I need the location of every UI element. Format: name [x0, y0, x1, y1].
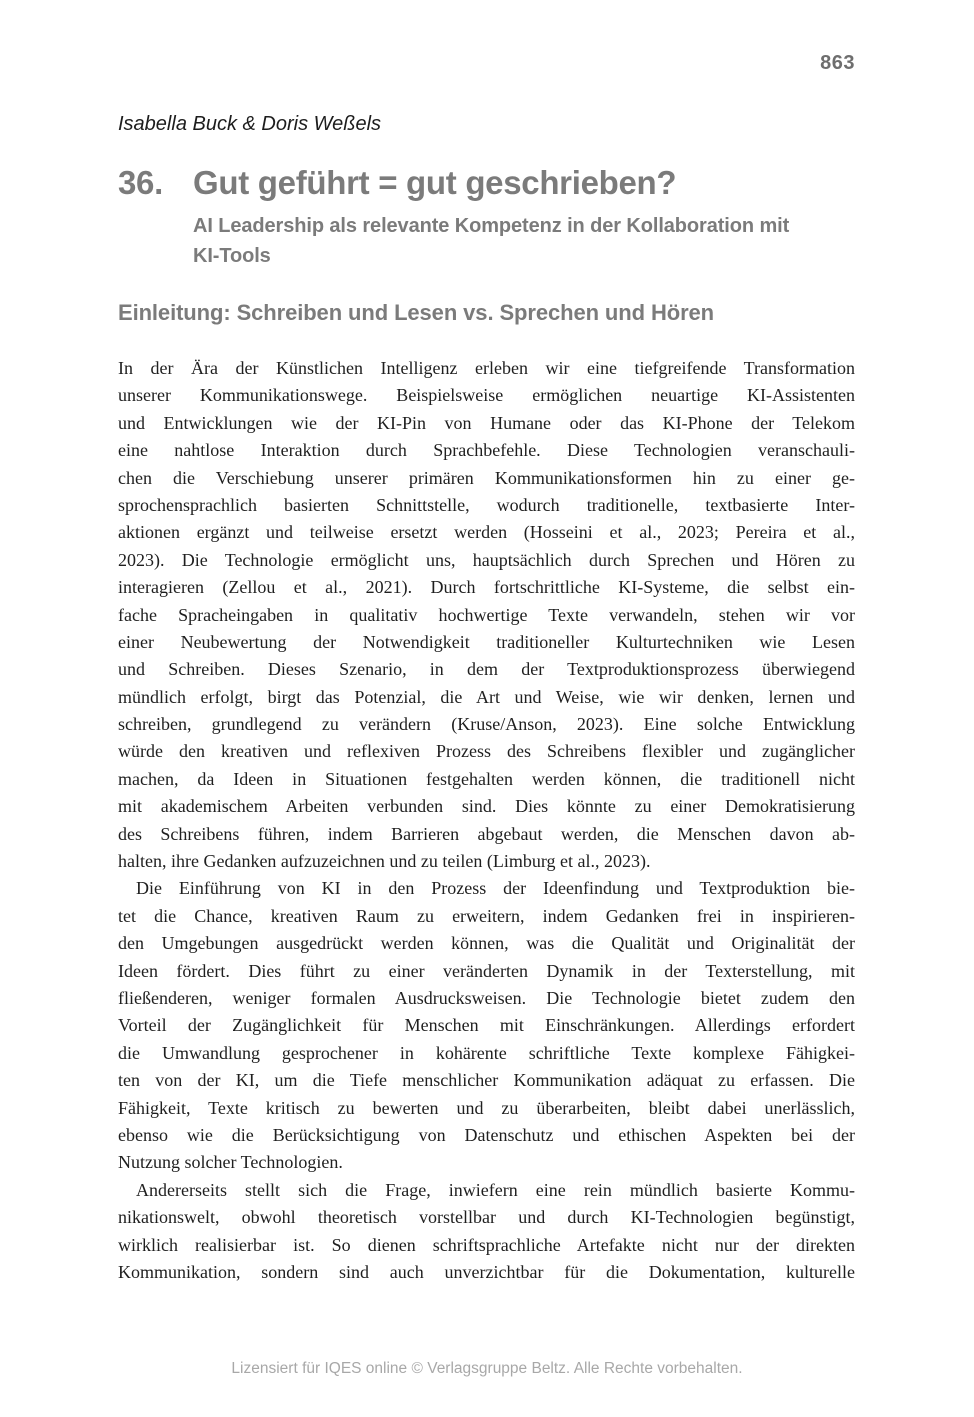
body-line: Ideen fördert. Dies führt zu einer veränderten Dynamik in der Texterstellung, mit	[118, 960, 855, 981]
body-line: die Umwandlung gesprochener in kohärente schriftliche Texte komplexe Fähigkei-	[118, 1042, 855, 1063]
chapter-subtitle-line-1: AI Leadership als relevante Kompetenz in der Kollaboration mit	[193, 215, 790, 237]
chapter-title-row	[118, 164, 858, 202]
body-line: einer Neubewertung der Notwendigkeit traditioneller Kulturtechniken wie Lesen	[118, 631, 855, 652]
body-line: chen die Verschiebung unserer primären Kommunikationsformen hin zu einer ge-	[118, 467, 855, 488]
body-line: Kommunikation, sondern sind auch unverzichtbar für die Dokumentation, kulturelle	[118, 1261, 855, 1282]
body-line: und Entwicklungen wie der KI-Pin von Humane oder das KI-Phone der Telekom	[118, 412, 855, 433]
author-line: Isabella Buck & Doris Weßels	[118, 113, 382, 135]
chapter-heading	[118, 164, 858, 271]
body-line: fließenderen, weniger formalen Ausdrucksweisen. Die Technologie bietet zudem den	[118, 987, 855, 1008]
body-line: würde den kreativen und reflexiven Prozess des Schreibens flexibler und zugänglicher	[118, 741, 855, 762]
body-line: interagieren (Zellou et al., 2021). Durch fortschrittliche KI-Systeme, die selbst ein-	[118, 577, 855, 598]
body-line: Nutzung solcher Technologien.	[118, 1152, 343, 1173]
chapter-subtitle	[193, 211, 858, 271]
body-line: ten von der KI, um die Tiefe menschlicher Kommunikation adäquat zu erfassen. Die	[118, 1070, 855, 1091]
body-line: den Umgebungen ausgedrückt werden können, was die Qualität und Originalität der	[118, 933, 855, 954]
body-line: aktionen ergänzt und teilweise ersetzt werden (Hosseini et al., 2023; Pereira et al.,	[118, 522, 855, 543]
license-footer: Lizensiert für IQES online © Verlagsgruppe Beltz. Alle Rechte vorbehalten.	[231, 1360, 743, 1377]
body-line: mit akademischem Arbeiten verbunden sind. Dies könnte zu einer Demokratisierung	[118, 796, 855, 817]
body-line: eine nahtlose Interaktion durch Sprachbefehle. Diese Technologien veranschauli-	[118, 440, 855, 461]
body-line: Vorteil der Zugänglichkeit für Menschen mit Einschränkungen. Allerdings erfordert	[118, 1015, 855, 1036]
paragraph	[118, 875, 855, 1176]
chapter-number: 36.	[118, 164, 163, 201]
body-line: Andererseits stellt sich die Frage, inwiefern eine rein mündlich basierte Kommu-	[136, 1179, 855, 1200]
body-line: und Schreiben. Dieses Szenario, in dem der Textproduktionsprozess überwiegend	[118, 659, 855, 680]
chapter-title: Gut geführt = gut geschrieben?	[193, 164, 677, 201]
body-text	[118, 355, 855, 1286]
body-line: tet die Chance, kreativen Raum zu erweitern, indem Gedanken frei in inspirieren-	[118, 905, 855, 926]
body-line: fache Spracheingaben in qualitativ hochwertige Texte verwandeln, stehen wir vor	[118, 604, 855, 625]
section-heading: Einleitung: Schreiben und Lesen vs. Sprechen und Hören	[118, 300, 715, 325]
body-line: Die Einführung von KI in den Prozess der Ideenfindung und Textproduktion bie-	[136, 878, 855, 899]
chapter-subtitle-line-2: KI-Tools	[193, 245, 271, 267]
body-line: In der Ära der Künstlichen Intelligenz erleben wir eine tiefgreifende Transformation	[118, 358, 855, 378]
body-line: schreiben, grundlegend zu verändern (Kruse/Anson, 2023). Eine solche Entwicklung	[118, 714, 855, 735]
body-line: Fähigkeit, Texte kritisch zu bewerten und zu überarbeiten, bleibt dabei unerlässlich,	[118, 1097, 855, 1118]
body-line: machen, da Ideen in Situationen festgehalten werden können, die traditionell nicht	[118, 768, 855, 789]
body-line: sprochensprachlich basierten Schnittstelle, wodurch traditionelle, textbasierte Inter-	[118, 494, 855, 515]
body-line: des Schreibens führen, indem Barrieren abgebaut werden, die Menschen davon ab-	[118, 823, 855, 844]
body-line: 2023). Die Technologie ermöglicht uns, hauptsächlich durch Sprechen und Hören zu	[118, 549, 855, 570]
body-line: nikationswelt, obwohl theoretisch vorstellbar und durch KI-Technologien begünstigt,	[118, 1207, 855, 1228]
body-line: wirklich realisierbar ist. So dienen schriftsprachliche Artefakte nicht nur der direkten	[118, 1234, 855, 1255]
paragraph	[118, 355, 855, 875]
body-line: unserer Kommunikationswege. Beispielsweise ermöglichen neuartige KI-Assistenten	[118, 385, 855, 406]
paragraph	[118, 1177, 855, 1287]
body-line: halten, ihre Gedanken aufzuzeichnen und zu teilen (Limburg et al., 2023).	[118, 851, 651, 872]
body-line: ebenso wie die Berücksichtigung von Datenschutz und ethischen Aspekten bei der	[118, 1124, 855, 1145]
body-line: mündlich erfolgt, birgt das Potenzial, die Art und Weise, wie wir denken, lernen und	[118, 686, 855, 707]
page-number: 863	[820, 52, 855, 74]
